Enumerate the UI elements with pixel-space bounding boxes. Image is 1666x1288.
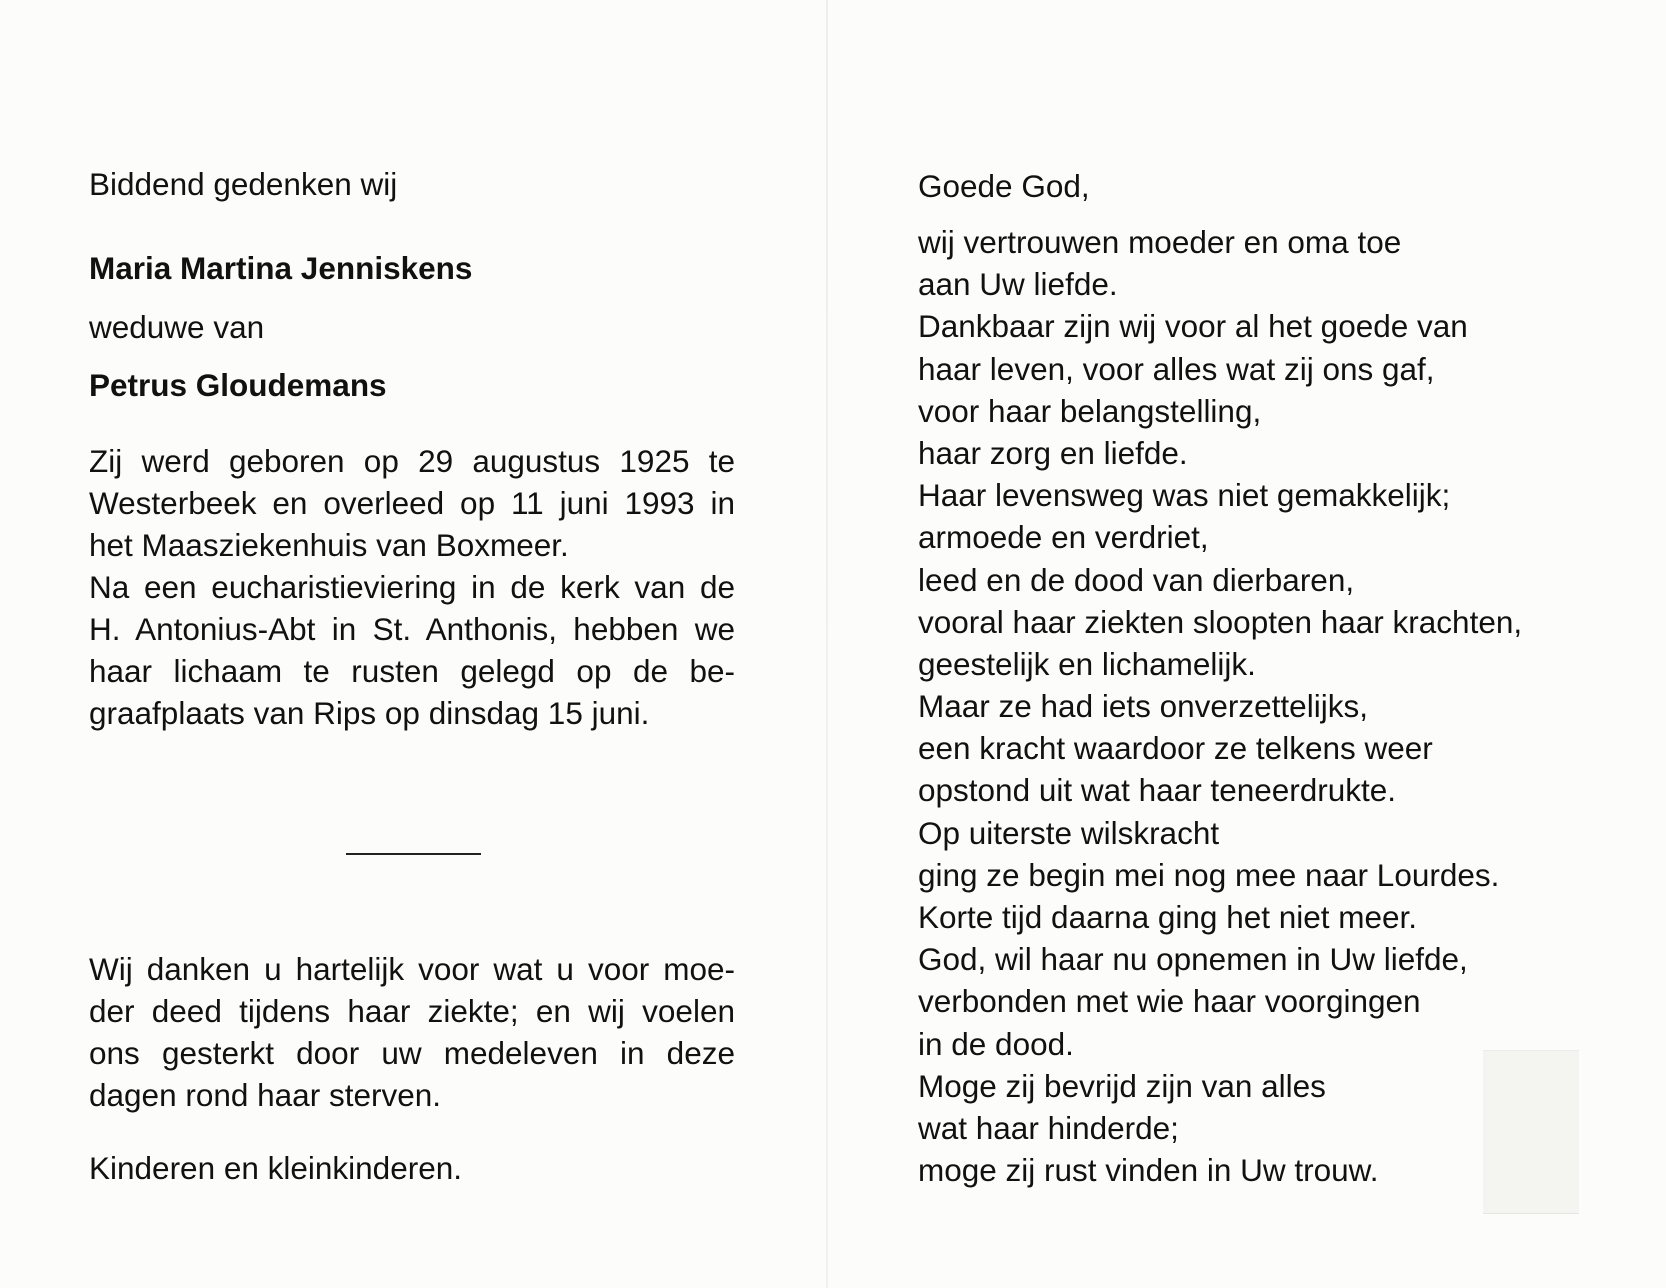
card-fold-line: [826, 0, 828, 1288]
poem-line: aan Uw liefde.: [918, 266, 1118, 303]
thanks-paragraph: [89, 948, 735, 1116]
thanks-line: der deed tijdens haar ziekte; en wij voelen: [89, 993, 735, 1029]
right-panel: [918, 0, 1568, 1288]
poem-line: wij vertrouwen moeder en oma toe: [918, 224, 1402, 260]
poem-line: verbonden met wie haar voorgingen: [918, 983, 1421, 1020]
thanks-line: ons gesterkt door uw medeleven in deze: [89, 1035, 735, 1071]
left-panel: [89, 0, 779, 1288]
prayer-greeting: Goede God,: [918, 168, 1090, 204]
poem-line: armoede en verdriet,: [918, 519, 1209, 556]
poem-line: haar zorg en liefde.: [918, 434, 1188, 471]
poem-line: geestelijk en lichamelijk.: [918, 645, 1256, 682]
poem-line: Dankbaar zijn wij voor al het goede van: [918, 308, 1468, 345]
relation-text: weduwe van: [89, 309, 265, 345]
biography-line: Na een eucharistieviering in de kerk van de: [89, 569, 735, 605]
poem-line: opstond uit wat haar teneerdrukte.: [918, 772, 1397, 809]
poem-line: Maar ze had iets onverzettelijks,: [918, 688, 1368, 725]
poem-line: God, wil haar nu opnemen in Uw liefde,: [918, 941, 1468, 978]
thanks-line: Wij danken u hartelijk voor wat u voor moe-: [89, 951, 735, 987]
divider-rule: [346, 853, 481, 855]
poem-line: leed en de dood van dierbaren,: [918, 561, 1355, 598]
poem-line: vooral haar ziekten sloopten haar krachten,: [918, 603, 1523, 640]
biography-line: H. Antonius-Abt in St. Anthonis, hebben we: [89, 611, 735, 647]
poem-line: voor haar belangstelling,: [918, 392, 1262, 429]
poem-line: een kracht waardoor ze telkens weer: [918, 730, 1433, 767]
biography-line: Westerbeek en overleed op 11 juni 1993 in: [89, 485, 735, 521]
intro-text: Biddend gedenken wij: [89, 166, 398, 202]
signature-text: Kinderen en kleinkinderen.: [89, 1150, 463, 1186]
biography-line: graafplaats van Rips op dinsdag 15 juni.: [89, 695, 650, 731]
spouse-name: Petrus Gloudemans: [89, 367, 387, 403]
poem-line: Moge zij bevrijd zijn van alles: [918, 1067, 1326, 1104]
biography-line: haar lichaam te rusten gelegd op de be-: [89, 653, 735, 689]
poem-line: haar leven, voor alles wat zij ons gaf,: [918, 350, 1435, 387]
biography-paragraph: [89, 440, 735, 734]
paper-patch: [1483, 1050, 1579, 1214]
biography-line: het Maasziekenhuis van Boxmeer.: [89, 527, 569, 563]
poem-line: wat haar hinderde;: [918, 1109, 1179, 1146]
poem-line: moge zij rust vinden in Uw trouw.: [918, 1152, 1379, 1189]
deceased-name: Maria Martina Jenniskens: [89, 250, 473, 286]
poem-line: Korte tijd daarna ging het niet meer.: [918, 899, 1418, 935]
biography-line: Zij werd geboren op 29 augustus 1925 te: [89, 443, 735, 479]
poem-line: ging ze begin mei nog mee naar Lourdes.: [918, 856, 1500, 893]
poem-line: in de dood.: [918, 1025, 1074, 1062]
thanks-line: dagen rond haar sterven.: [89, 1077, 441, 1113]
prayer-poem: [918, 221, 1522, 1191]
poem-line: Haar levensweg was niet gemakkelijk;: [918, 477, 1451, 514]
poem-line: Op uiterste wilskracht: [918, 814, 1220, 851]
